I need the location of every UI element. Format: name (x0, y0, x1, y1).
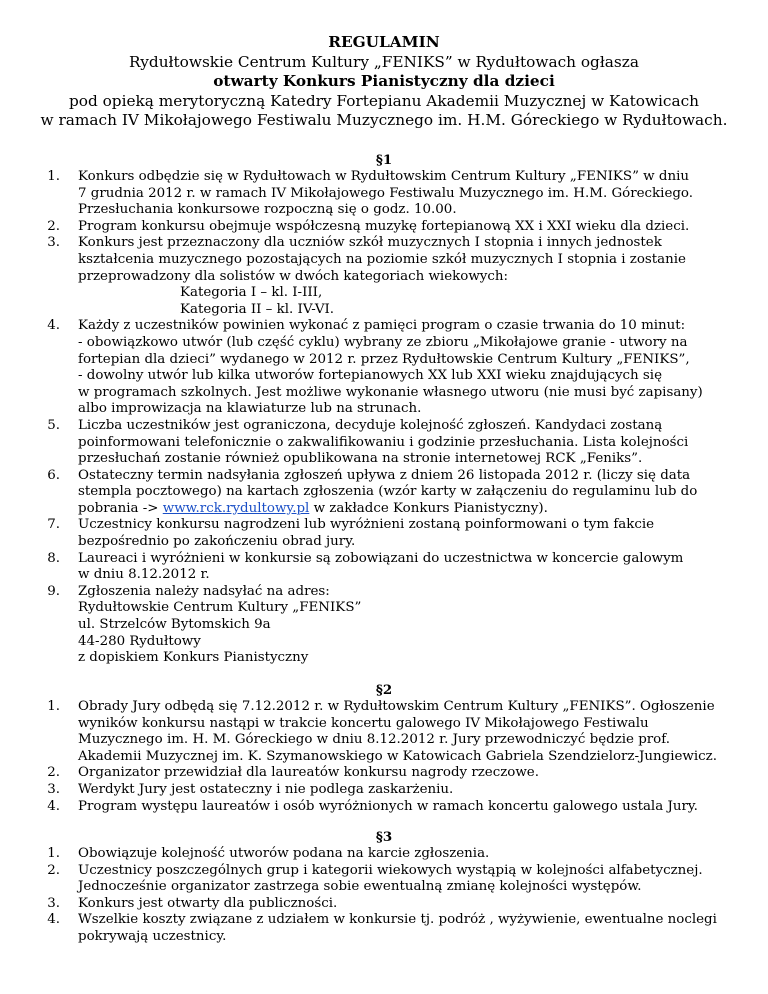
list-item: 2. Program konkursu obejmuje współczesną muzykę fortepianową XX i XXI wieku dla dzieci. (47, 218, 690, 234)
list-item: 5. Liczba uczestników jest ograniczona, decyduje kolejność zgłoszeń. Kandydaci zostaną poinformowani telefonicznie o zakwalifikowaniu i godzinie przesłuchania. Lista kolejności przesłuchań zostanie również opublikowana na stronie internetowej RCK „Feniks”. (47, 417, 689, 467)
list-item: 6. Ostateczny termin nadsyłania zgłoszeń upływa z dniem 26 listopada 2012 r. (liczy się data stempla pocztowego) na kartach zgłoszenia (wzór karty w załączeniu do regulaminu lub do pobrania -> www.rck.rydultowy.pl w zakładce Konkurs Pianistyczny). (47, 467, 698, 516)
list-item: 1. Konkurs odbędzie się w Rydułtowach w Rydułtowskim Centrum Kultury „FENIKS” w dniu 7 grudnia 2012 r. w ramach IV Mikołajowego Festiwalu Muzycznego im. H.M. Góreckiego. Przesłuchania konkursowe rozpoczną się o godz. 10.00. (47, 169, 694, 218)
list-item: 8. Laureaci i wyróżnieni w konkursie są zobowiązani do uczestnictwa w koncercie galowym w dniu 8.12.2012 r. (47, 550, 684, 583)
list-item: 4. Program występu laureatów i osób wyróżnionych w ramach koncertu galowego ustala Jury. (47, 798, 698, 814)
list-item: 2. Organizator przewidział dla laureatów konkursu nagrody rzeczowe. (47, 765, 539, 781)
list-item: 3. Konkurs jest otwarty dla publiczności. (47, 895, 338, 911)
age-category-2: Kategoria II – kl. IV-VI. (180, 301, 335, 317)
list-item: 7. Uczestnicy konkursu nagrodzeni lub wyróżnieni zostaną poinformowani o tym fakcie bezpośrednio po zakończeniu obrad jury. (47, 517, 655, 550)
list-item: 9. Zgłoszenia należy nadsyłać na adres: Rydułtowskie Centrum Kultury „FENIKS” ul. Strzelców Bytomskich 9a 44-280 Rydułtowy z dopiskiem Konkurs Pianistyczny (38, 584, 730, 667)
header-contest-name: otwarty Konkurs Pianistyczny dla dzieci (213, 72, 555, 91)
section-2-title: §2 (375, 682, 393, 698)
header-festival-line: w ramach IV Mikołajowego Festiwalu Muzycznego im. H.M. Góreckiego w Rydułtowach. (40, 111, 728, 130)
address-city: 44-280 Rydułtowy (78, 633, 201, 649)
age-category-1: Kategoria I – kl. I-III, (180, 285, 323, 301)
list-item: 3. Konkurs jest przeznaczony dla uczniów szkół muzycznych I stopnia i innych jednostek kształcenia muzycznego pozostających na poziomie szkół muzycznych I stopnia i zostanie przeprowadzony dla solistów w dwóch kategoriach wiekowych: Kategoria I – kl. I-III, Kategoria II – kl. IV-VI. (38, 235, 730, 318)
section-1-list (38, 169, 730, 667)
website-link[interactable]: www.rck.rydultowy.pl (162, 500, 310, 516)
address-organizer: Rydułtowskie Centrum Kultury „FENIKS” (78, 600, 362, 616)
section-3-title: §3 (375, 829, 393, 845)
section-3-list (38, 846, 730, 946)
header-patronage-line: pod opieką merytoryczną Katedry Fortepianu Akademii Muzycznej w Katowicach (68, 91, 700, 110)
document-header (0, 33, 768, 131)
document-title: REGULAMIN (328, 33, 440, 51)
section-1-title: §1 (375, 152, 393, 168)
list-item: 4. Wszelkie koszty związane z udziałem w konkursie tj. podróż , wyżywienie, ewentualne noclegi pokrywają uczestnicy. (47, 912, 717, 944)
address-street: ul. Strzelców Bytomskich 9a (78, 617, 271, 633)
section-2-list (38, 699, 730, 815)
address-note: z dopiskiem Konkurs Pianistyczny (78, 650, 309, 666)
list-item: 1. Obrady Jury odbędą się 7.12.2012 r. w Rydułtowskim Centrum Kultury „FENIKS”. Ogłoszenie wyników konkursu nastąpi w trakcie koncertu galowego IV Mikołajowego Festiwalu Muzycznego im. H. M. Góreckiego w dniu 8.12.2012 r. Jury przewodniczyć będzie prof. Akademii Muzycznej im. K. Szymanowskiego w Katowicach Gabriela Szendzielorz-Jungiewicz. (47, 699, 717, 764)
list-item: 1. Obowiązuje kolejność utworów podana na karcie zgłoszenia. (47, 846, 490, 861)
list-item: 3. Werdykt Jury jest ostateczny i nie podlega zaskarżeniu. (47, 781, 454, 797)
list-item: 4. Każdy z uczestników powinien wykonać z pamięci program o czasie trwania do 10 minut: - obowiązkowo utwór (lub część cyklu) wybrany ze zbioru „Mikołajowe granie - utwory na fortepian dla dzieci” wydanego w 2012 r. przez Rydułtowskie Centrum Kultury „FENIKS”, - dowolny utwór lub kilka utworów fortepianowych XX lub XXI wieku znajdujących się w programach szkolnych. Jest możliwe wykonanie własnego utworu (nie musi być zapisany) albo improwizacja na klawiaturze lub na strunach. (47, 318, 703, 417)
list-item: 2. Uczestnicy poszczególnych grup i kategorii wiekowych wystąpią w kolejności alfabetycznej. Jednocześnie organizator zastrzega sobie ewentualną zmianę kolejności występów. (47, 862, 703, 895)
header-organizer-line: Rydułtowskie Centrum Kultury „FENIKS” w Rydułtowach ogłasza (129, 52, 639, 71)
